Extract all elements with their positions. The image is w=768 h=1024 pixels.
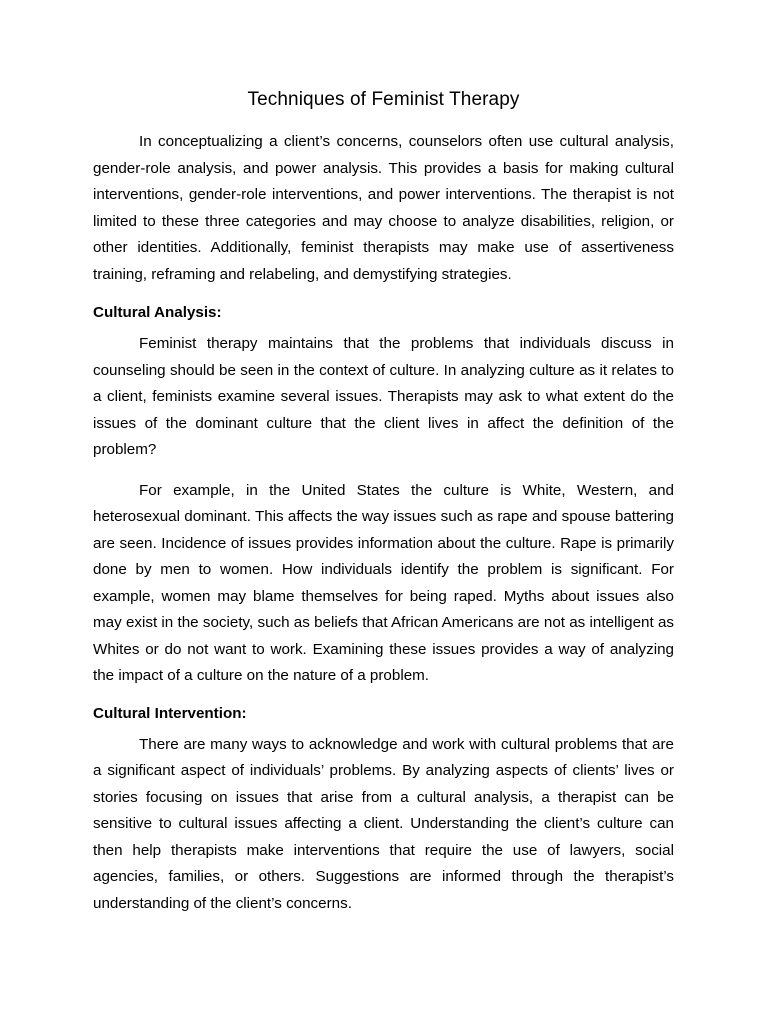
cultural-intervention-paragraph-1: There are many ways to acknowledge and work with cultural problems that are a significant aspect of individuals’ problems. By analyzing aspects of clients’ lives or stories focusing on issues that arise from a cultural analysis, a therapist can be sensitive to cultural issues affecting a client. Understanding the client’s culture can then help therapists make interventions that require the use of lawyers, social agencies, families, or others. Suggestions are informed through the therapist’s understanding of the client’s concerns. (93, 735, 674, 912)
cultural-analysis-paragraph-1: Feminist therapy maintains that the problems that individuals discuss in counseling should be seen in the context of culture. In analyzing culture as it relates to a client, feminists examine several issues. Therapists may ask to what extent do the issues of the dominant culture that the client lives in affect the definition of the problem? (93, 335, 674, 458)
cultural-analysis-paragraph-2: For example, in the United States the culture is White, Western, and heterosexual dominant. This affects the way issues such as rape and spouse battering are seen. Incidence of issues provides information about the culture. Rape is primarily done by men to women. How individuals identify the problem is significant. For example, women may blame themselves for being raped. Myths about issues also may exist in the society, such as beliefs that African Americans are not as intelligent as Whites or do not want to work. Examining these issues provides a way of analyzing the impact of a culture on the nature of a problem. (93, 481, 674, 684)
section-heading-cultural-intervention: Cultural Intervention: (93, 704, 247, 722)
section-heading-cultural-analysis: Cultural Analysis: (93, 304, 222, 321)
page-title: Techniques of Feminist Therapy (247, 89, 520, 110)
intro-paragraph: In conceptualizing a client’s concerns, counselors often use cultural analysis, gender-role analysis, and power analysis. This provides a basis for making cultural interventions, gender-role interventions, and power interventions. The therapist is not limited to these three categories and may choose to analyze disabilities, religion, or other identities. Additionally, feminist therapists may make use of assertiveness training, reframing and relabeling, and demystifying strategies. (93, 133, 674, 283)
